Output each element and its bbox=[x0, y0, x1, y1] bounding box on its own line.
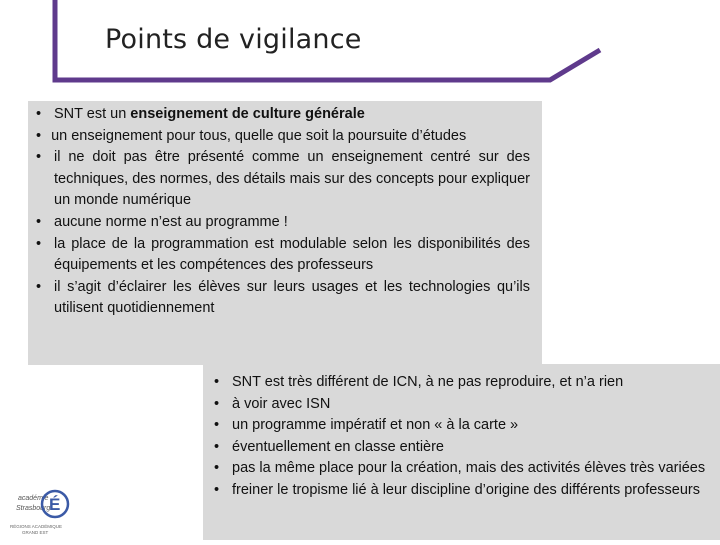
list-item-text: SNT est un bbox=[54, 106, 131, 122]
svg-text:É: É bbox=[49, 495, 61, 514]
bullet-icon: • bbox=[36, 127, 42, 144]
list-item bbox=[30, 147, 530, 212]
list-item-text: un programme impératif et non « à la carte » bbox=[232, 417, 519, 434]
bullet-icon: • bbox=[36, 149, 42, 166]
secondary-points-list bbox=[208, 372, 713, 502]
list-item bbox=[208, 458, 713, 480]
list-item-text: SNT est très différent de ICN, à ne pas reproduire, et n’a rien bbox=[232, 374, 624, 390]
list-item bbox=[30, 277, 530, 320]
list-item-text: éventuellement en classe entière bbox=[232, 438, 444, 455]
list-item bbox=[208, 372, 713, 394]
list-item bbox=[208, 480, 713, 502]
list-item-text: pas la même place pour la création, mais des activités élèves très variées bbox=[232, 460, 706, 477]
list-item bbox=[30, 126, 530, 148]
list-item-text: il ne doit pas être présenté comme un enseignement centré sur des techniques, des normes, des détails mais sur des concepts pour expliquer un monde numérique bbox=[54, 149, 530, 209]
list-item-text: la place de la programmation est modulable selon les disponibilités des équipements et les compétences des professeurs bbox=[54, 235, 530, 274]
list-item bbox=[208, 394, 713, 416]
bullet-icon: • bbox=[214, 460, 220, 477]
svg-text:académie: académie bbox=[18, 495, 49, 502]
list-item-text: un enseignement pour tous, quelle que soit la poursuite d’études bbox=[51, 127, 467, 144]
bullet-icon: • bbox=[214, 374, 220, 390]
list-item bbox=[30, 104, 530, 126]
list-item-text: il s’agit d’éclairer les élèves sur leurs usages et les technologies qu’ils utilisent quotidiennement bbox=[54, 278, 530, 317]
list-item-text: à voir avec ISN bbox=[232, 395, 331, 412]
list-item bbox=[30, 234, 530, 277]
list-item bbox=[208, 437, 713, 459]
svg-text:RÉGIONS ACADÉMIQUE: RÉGIONS ACADÉMIQUE bbox=[10, 524, 63, 529]
list-item-emphasis: enseignement de culture générale bbox=[130, 106, 365, 122]
list-item bbox=[30, 212, 530, 234]
bullet-icon: • bbox=[36, 278, 42, 295]
bullet-icon: • bbox=[36, 213, 42, 230]
academie-logo bbox=[8, 486, 70, 540]
svg-text:GRAND EST: GRAND EST bbox=[22, 530, 49, 535]
bullet-icon: • bbox=[214, 417, 220, 434]
bullet-icon: • bbox=[36, 106, 42, 122]
main-points-list bbox=[30, 104, 530, 320]
list-item-text: freiner le tropisme lié à leur discipline d’origine des différents professeurs bbox=[232, 481, 700, 498]
academie-logo-graphic bbox=[8, 486, 70, 540]
list-item bbox=[208, 415, 713, 437]
svg-text:Strasbourg: Strasbourg bbox=[16, 505, 51, 512]
bullet-icon: • bbox=[214, 395, 220, 412]
bullet-icon: • bbox=[36, 235, 42, 252]
bullet-icon: • bbox=[214, 438, 220, 455]
list-item-text: aucune norme n’est au programme ! bbox=[54, 213, 288, 230]
page-title: Points de vigilance bbox=[105, 24, 362, 55]
bullet-icon: • bbox=[214, 481, 220, 498]
